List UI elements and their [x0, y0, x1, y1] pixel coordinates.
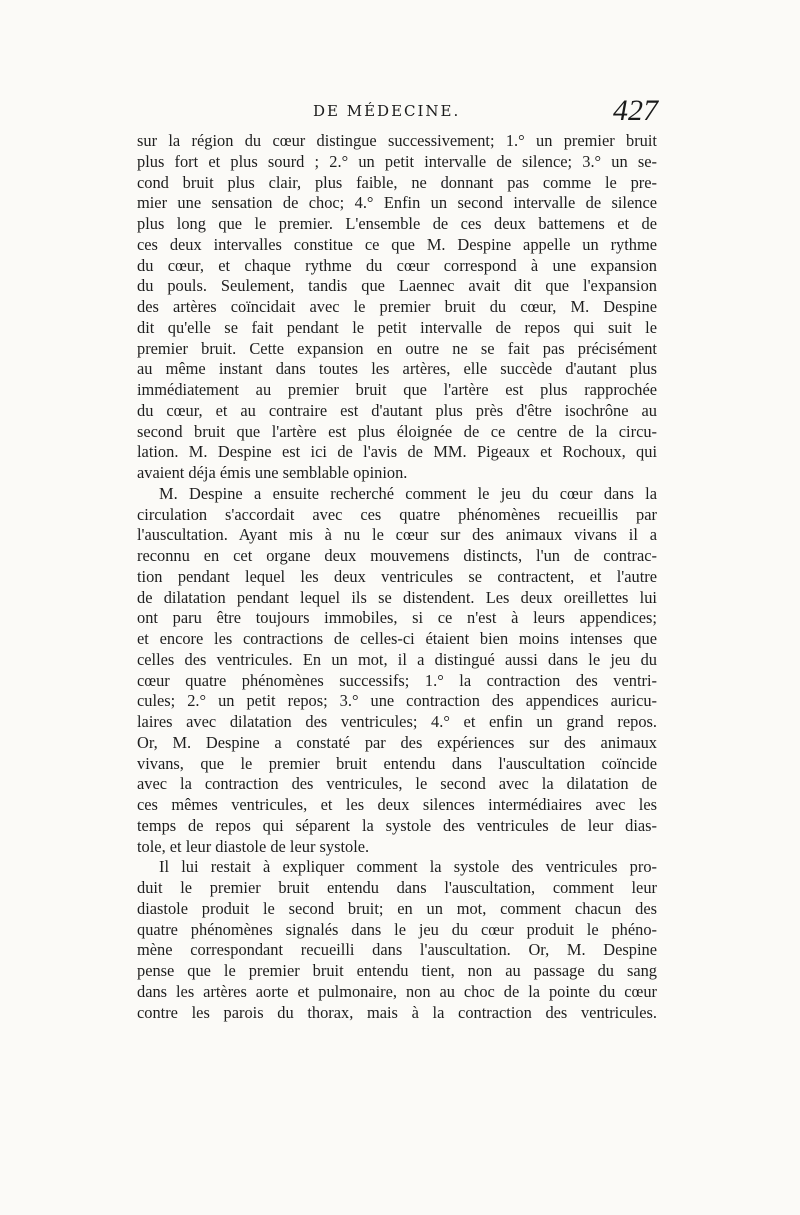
text-line: second bruit que l'artère est plus éloignée de ce centre de la circu-: [137, 421, 657, 441]
text-line: pense que le premier bruit entendu tient, non au passage du sang: [137, 961, 657, 980]
text-line: ont paru être toujours immobiles, si ce n'est à leurs appendices;: [137, 608, 657, 628]
text-line: du cœur, et au contraire est d'autant plus près d'être isochrône au: [137, 400, 657, 420]
text-line: plus long que le premier. L'ensemble de ces deux battemens et de: [137, 214, 657, 233]
text-line: du cœur, et chaque rythme du cœur correspond à une expansion: [137, 255, 657, 275]
body-text: [137, 131, 657, 1023]
text-line: diastole produit le second bruit; en un mot, comment chacun des: [137, 898, 657, 918]
text-line: avec la contraction des ventricules, le second avec la dilatation de: [137, 774, 657, 794]
text-line: M. Despine a ensuite recherché comment le jeu du cœur dans la: [159, 483, 657, 503]
text-line: ces mêmes ventricules, et les deux silences intermédiaires avec les: [137, 795, 657, 814]
text-line: du pouls. Seulement, tandis que Laennec avait dit que l'expansion: [137, 276, 657, 296]
text-line: dans les artères aorte et pulmonaire, non au choc de la pointe du cœur: [137, 981, 657, 1001]
paragraph-1: [137, 131, 657, 484]
text-line: avaient déja émis une semblable opinion.: [137, 463, 408, 482]
page-number: 427: [613, 94, 658, 127]
text-line: circulation s'accordait avec ces quatre phénomènes recueillis par: [137, 504, 657, 524]
text-line: de dilatation pendant lequel ils se distendent. Les deux oreillettes lui: [137, 587, 657, 607]
text-line: contre les parois du thorax, mais à la contraction des ventricules.: [137, 1002, 657, 1022]
text-line: mier une sensation de choc; 4.° Enfin un second intervalle de silence: [137, 193, 657, 213]
text-line: laires avec dilatation des ventricules; 4.° et enfin un grand repos.: [137, 712, 657, 731]
text-line: et encore les contractions de celles-ci étaient bien moins intenses que: [137, 629, 657, 648]
text-line: temps de repos qui séparent la systole des ventricules de leur dias-: [137, 815, 657, 835]
text-line: Or, M. Despine a constaté par des expériences sur des animaux: [137, 732, 657, 752]
text-line: duit le premier bruit entendu dans l'auscultation, comment leur: [137, 878, 657, 897]
text-line: vivans, que le premier bruit entendu dans l'auscultation coïncide: [137, 753, 657, 773]
text-line: Il lui restait à expliquer comment la systole des ventricules pro-: [159, 857, 657, 877]
text-line: immédiatement au premier bruit que l'artère est plus rapprochée: [137, 380, 657, 399]
text-line: ces deux intervalles constitue ce que M. Despine appelle un rythme: [137, 234, 657, 254]
text-line: des artères coïncidait avec le premier bruit du cœur, M. Despine: [137, 297, 657, 316]
text-line: l'auscultation. Ayant mis à nu le cœur sur des animaux vivans il a: [137, 525, 657, 545]
paragraph-3: [137, 857, 657, 1023]
text-line: mène correspondant recueilli dans l'auscultation. Or, M. Despine: [137, 940, 657, 960]
running-title: DE MÉDECINE.: [313, 102, 461, 120]
text-line: quatre phénomènes signalés dans le jeu du cœur produit le phéno-: [137, 919, 657, 939]
text-line: celles des ventricules. En un mot, il a distingué aussi dans le jeu du: [137, 649, 657, 669]
text-line: lation. M. Despine est ici de l'avis de MM. Pigeaux et Rochoux, qui: [137, 442, 657, 462]
text-line: cond bruit plus clair, plus faible, ne donnant pas comme le pre-: [137, 172, 657, 192]
text-line: plus fort et plus sourd ; 2.° un petit intervalle de silence; 3.° un se-: [137, 151, 657, 171]
text-line: dit qu'elle se fait pendant le petit intervalle de repos qui suit le: [137, 317, 657, 337]
text-line: tion pendant lequel les deux ventricules se contractent, et l'autre: [137, 566, 657, 586]
text-line: sur la région du cœur distingue successivement; 1.° un premier bruit: [137, 131, 657, 150]
text-line: premier bruit. Cette expansion en outre ne se fait pas précisément: [137, 338, 657, 358]
text-line: cœur quatre phénomènes successifs; 1.° la contraction des ventri-: [137, 670, 657, 690]
running-head: [135, 96, 660, 130]
text-line: cules; 2.° un petit repos; 3.° une contraction des appendices auricu-: [137, 691, 657, 711]
text-line: reconnu en cet organe deux mouvemens distincts, l'un de contrac-: [137, 546, 657, 565]
paragraph-2: [137, 484, 657, 858]
text-line: tole, et leur diastole de leur systole.: [137, 836, 370, 856]
text-line: au même instant dans toutes les artères, elle succède d'autant plus: [137, 359, 657, 379]
